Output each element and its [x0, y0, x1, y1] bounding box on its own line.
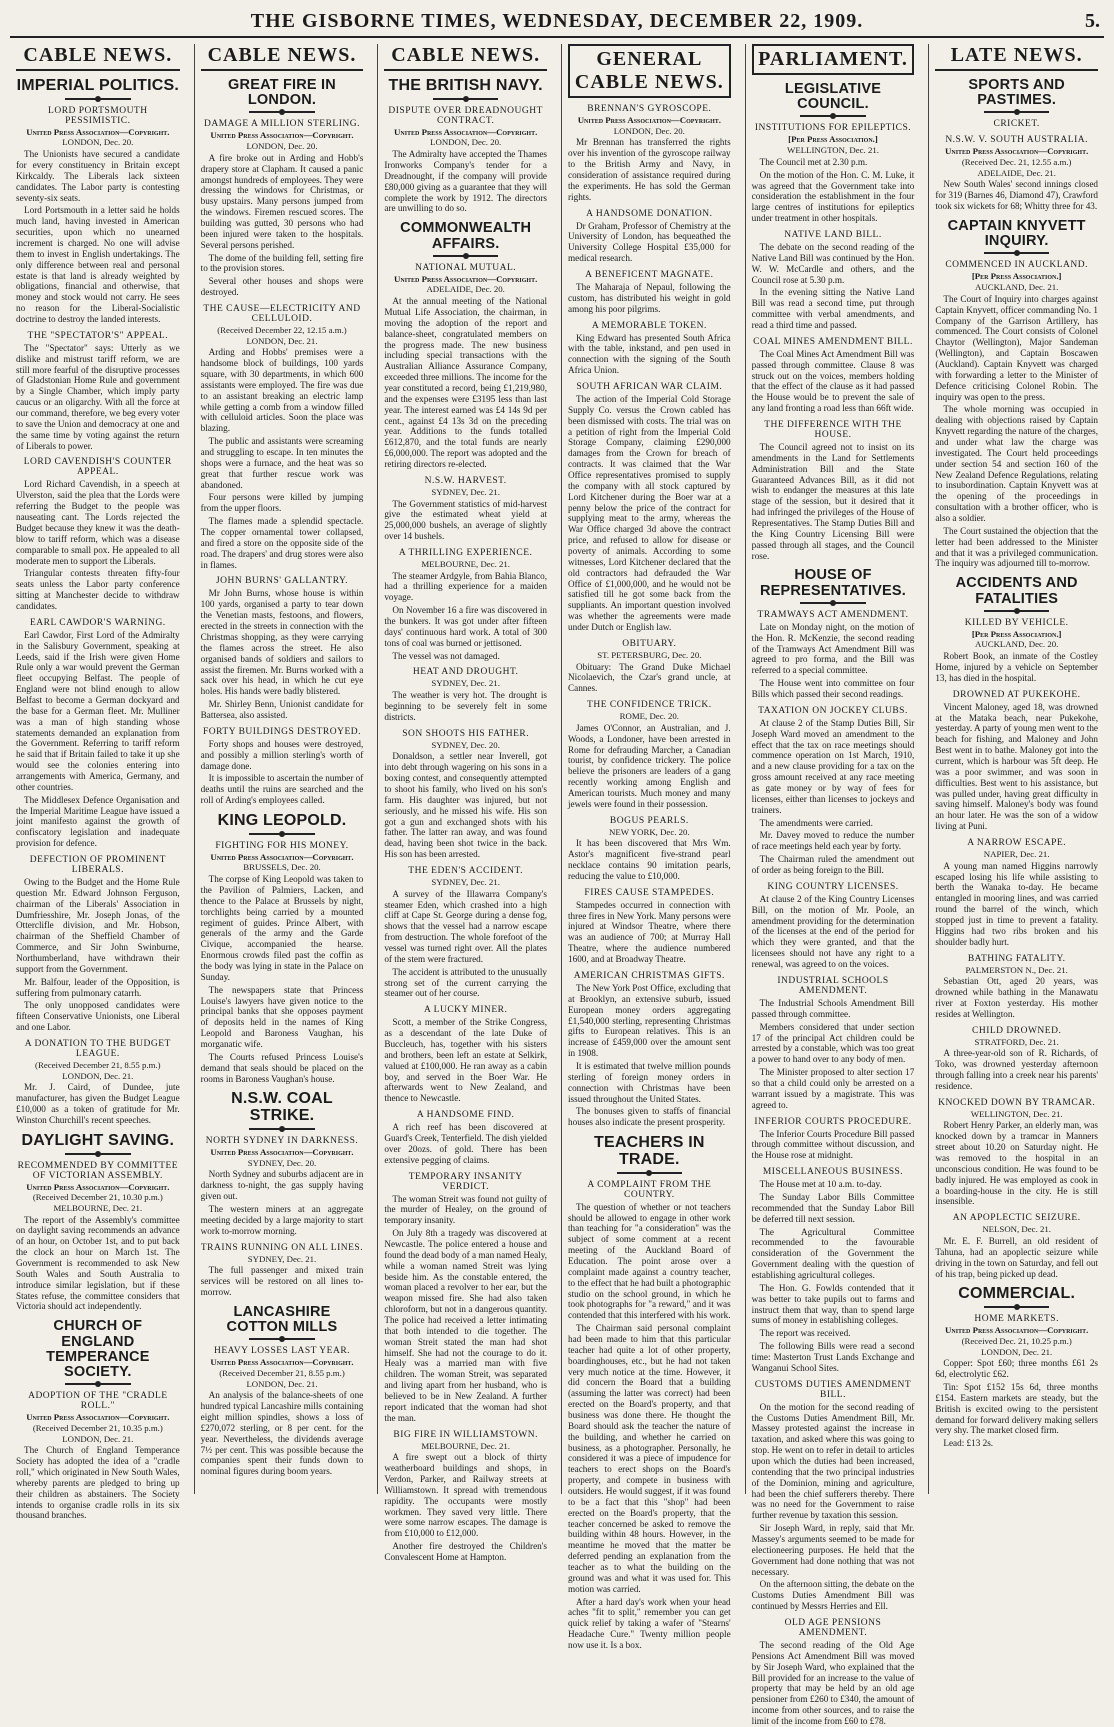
sub-headline: JOHN BURNS' GALLANTRY. [215, 576, 349, 587]
article-paragraph: An analysis of the balance-sheets of one hundred typical Lancashire mills containing eight million spindles, shows a loss of £270,072 sterling, or 8 per cent. for the year. Nevertheless, the dividends average 7½ per cent. This was possible because the companies spent their funds down to nominal figures during boom years. [200, 1390, 364, 1477]
sub-headline: KILLED BY VEHICLE. [964, 617, 1069, 628]
sub-headline: DEFECTION OF PROMINENT LIBERALS. [29, 854, 166, 875]
article-paragraph: The "Spectator" says: Utterly as we dislike and mistrust tariff reform, we are still more fearful of the disruptive processes of Gladstonian Home Rule and government by a Single Chamber, which imply party caucus or an oligarchy. With all the force at our command, therefore, we beg every voter to save the Union and democracy at one and the same time by voting against the return of Liberals to power. [16, 342, 180, 451]
article-paragraph: The action of the Imperial Cold Storage Supply Co. versus the Crown cabled has been dismissed with costs. The trial was on a petition of right from the Imperial Cold Storage Company, claiming £290,000 damages from the Crown for breach of contracts. It was claimed that the War Office representatives promised to supply the company with all stock captured by Lord Kitchener during the Boer war at a penny below the price of the contract for supplying meat to the army, whereas the War Office charged 3d above the contract price, and refused to allow for disease or poverty of animals. According to some witnesses, Lord Kitchener declared that the old contractors had defrauded the War Office of £1,000,000, and he would not be satisfied till he got some back from the suppliants. An important question involved was whether the agreements were made under Dutch or English law. [568, 393, 731, 632]
article-paragraph: On the motion of the Hon. C. M. Luke, it was agreed that the Government take into consideration the establishment in the four large centres of institutions for epileptics under treatment in other hospitals. [751, 169, 915, 224]
sub-headline: CUSTOMS DUTIES AMENDMENT BILL. [754, 1379, 912, 1400]
sub-headline: ADOPTION OF THE "CRADLE ROLL." [28, 1391, 168, 1412]
dateline: SYDNEY, Dec. 21. [431, 486, 500, 497]
sub-headline: NORTH SYDNEY IN DARKNESS. [205, 1136, 359, 1147]
article-paragraph: A fire swept out a block of thirty weatherboard buildings and shops, in Verdon, Parker, and Railway streets at Williamstown. It spread with tremendous rapidity. The occupants were mostly workmen. They saved very little. There were some narrow escapes. The damage is from £10,000 to £12,000. [384, 1452, 547, 1539]
article-paragraph: Triangular contests threaten fifty-four seats unless the Labor party conference sitting at Manchester decide to withdraw candidates. [16, 568, 180, 611]
section-headline: ACCIDENTS AND FATALITIES [955, 575, 1078, 607]
dateline: STRATFORD, Dec. 21. [974, 1036, 1059, 1047]
headline-rule [65, 1383, 130, 1385]
article-paragraph: Mr. E. F. Burrell, an old resident of Tahuna, had an apoplectic seizure while driving in the town on Saturday, and fell out of his trap, being picked up dead. [935, 1235, 1098, 1279]
headline-rule [65, 1153, 130, 1155]
sub-headline: HOME MARKETS. [974, 1314, 1059, 1325]
article-paragraph: Sir Joseph Ward, in reply, said that Mr. Massey's arguments seemed to be made for electioneering purposes. He held that the Government had done nothing that was not necessary. [751, 1523, 915, 1577]
article-paragraph: The Coal Mines Act Amendment Bill was passed through committee. Clause 8 was struck out on the voices, members holding that the effect of the clause as it had passed the House would be to prevent the sale of any land fronting a road less than 66ft wide. [751, 348, 915, 414]
sub-headline: N.S.W. V. SOUTH AUSTRALIA. [945, 135, 1088, 146]
article-paragraph: Members considered that under section 17 of the principal Act children could be arrested by a constable, which was too great a power to hand over to any body of men. [751, 1021, 915, 1065]
sub-headline: A THRILLING EXPERIENCE. [398, 547, 533, 558]
article-paragraph: The only unopposed candidates were fifteen Conservative Unionists, one Liberal and one Labor. [16, 1000, 180, 1033]
section-headline: LEGISLATIVE COUNCIL. [784, 81, 882, 113]
article-paragraph: The House met at 10 a.m. to-day. [759, 1179, 882, 1190]
dateline: NELSON, Dec. 21. [982, 1224, 1051, 1235]
sub-headline: KING COUNTRY LICENSES. [767, 881, 899, 892]
article-paragraph: The New York Post Office, excluding that at Brooklyn, an extensive suburb, issued European money orders aggregating £1,540,000 sterling, representing Christmas gifts to European relatives. This is an increase of £459,000 over the amount sent in 1908. [568, 982, 731, 1059]
section-headline: GREAT FIRE IN LONDON. [228, 77, 336, 109]
sub-headline: TEMPORARY INSANITY VERDICT. [408, 1171, 523, 1192]
article-paragraph: On November 16 a fire was discovered in the bunkers. It was got under after fifteen days' continuous hard work. A total of 300 tons of coal was burned or jettisoned. [384, 605, 547, 648]
masthead [10, 6, 1104, 38]
article-paragraph: The full passenger and mixed train services will be restored on all lines to-morrow. [200, 1265, 364, 1297]
page-number: 5. [1085, 10, 1100, 32]
dateline: ADELAIDE, Dec. 21. [977, 167, 1056, 178]
sub-headline: COMMENCED IN AUCKLAND. [945, 260, 1088, 271]
article-paragraph: Several other houses and shops were destroyed. [200, 276, 364, 298]
sub-headline: CHILD DROWNED. [972, 1025, 1062, 1036]
article-paragraph: King Edward has presented South Africa with the table, inkstand, and pen used in connection with the signing of the South Africa Union. [568, 332, 731, 376]
dateline: United Press Association—Copyright. [26, 1412, 170, 1423]
sub-headline: FORTY BUILDINGS DESTROYED. [202, 726, 361, 737]
dateline: LONDON, Dec. 20. [62, 137, 134, 148]
section-headline: CHURCH OF ENGLAND TEMPERANCE SOCIETY. [46, 1318, 150, 1380]
dateline: (Received Dec. 21, 12.55 a.m.) [961, 157, 1072, 168]
column-header: PARLIAMENT. [752, 44, 915, 75]
sub-headline: KNOCKED DOWN BY TRAMCAR. [938, 1097, 1096, 1108]
sub-headline: HEAVY LOSSES LAST YEAR. [213, 1346, 351, 1357]
article-paragraph: The Minister proposed to alter section 17 so that a child could only be arrested on a warrant issued by a magistrate. This was agreed to. [751, 1067, 915, 1110]
column-header: CABLE NEWS. [201, 44, 364, 71]
dateline: United Press Association—Copyright. [210, 1357, 354, 1368]
article-paragraph: Lead: £13 2s. [943, 1438, 994, 1449]
article-paragraph: Another fire destroyed the Children's Convalescent Home at Hampton. [384, 1541, 547, 1563]
article-paragraph: Vincent Maloney, aged 18, was drowned at the Mataka beach, near Pukekohe, yesterday. A party of young men went to the beach for fishing, and Maloney and John Best went in to bathe. Maloney got into the current, which is harbour was 5ft deep. He was a poor swimmer, and was soon in difficulties. Best went to his assistance, but was pulled under, having great difficulty in saving himself. Maloney's body was found an hour later. He was the son of a widow living at Puni. [935, 701, 1098, 832]
article-paragraph: Mr. Balfour, leader of the Opposition, is suffering from pulmonary catarrh. [16, 976, 180, 998]
article-paragraph: Donaldson, a settler near Inverell, got into debt through wagering on his sons in a boxing contest, and consequently attempted to shoot his family, who lived on his son's farm. His daughter was injured, but not seriously, and he missed his wife. His son got a gun and exchanged shots with his father. The latter ran away, and was found dead, having been shot twice in the back. His son has been arrested. [384, 751, 547, 860]
sub-headline: BOGUS PEARLS. [609, 815, 689, 826]
dateline: LONDON, Dec. 21. [62, 1070, 134, 1081]
article-paragraph: The report of the Assembly's committee on daylight saving recommends an advance of an hour, on October 1st, and to put back the clock an hour on March 1st. The Government is recommended to ask New South Wales and South Australia to introduce similar legislation, but if these States refuse, the committee considers that Victoria should act independently. [16, 1214, 180, 1312]
dateline: United Press Association—Copyright. [394, 273, 538, 284]
sub-headline: MISCELLANEOUS BUSINESS. [762, 1167, 904, 1178]
sub-headline: A MEMORABLE TOKEN. [591, 320, 707, 331]
sub-headline: THE CAUSE—ELECTRICITY AND CELLULOID. [203, 303, 361, 324]
article-paragraph: At clause 2 of the King Country Licenses Bill, on the motion of Mr. Poole, an amendment providing for the determination of the licenses at the end of the period for which they were granted, and that the licensees should not have any right to a renewal, was agreed to on the voices. [751, 893, 915, 970]
article-paragraph: After a hard day's work when your head aches "fit to split," remember you can get quick relief by taking a wafer of "Stearns' Headache Cure." Twenty million people now use it. Is a box. [568, 1596, 731, 1651]
article-paragraph: The Chairman ruled the amendment out of order as being foreign to the Bill. [751, 854, 915, 876]
dateline: LONDON, Dec. 21. [246, 1378, 318, 1389]
dateline: (Received December 21, 8.55 p.m.) [219, 1367, 345, 1378]
sub-headline: BIG FIRE IN WILLIAMSTOWN. [393, 1429, 538, 1440]
article-paragraph: A three-year-old son of R. Richards, of Toko, was drowned yesterday afternoon through falling into a creek near his parents' residence. [935, 1048, 1098, 1091]
dateline: LONDON, Dec. 20. [430, 137, 502, 148]
article-paragraph: Earl Cawdor, First Lord of the Admiralty in the Salisbury Government, speaking at Leeds, said if the Irish were given Home Rule only a war would prevent the German fleet occupying Belfast. The people of England were not blind enough to allow Belfast to become a German dockyard and the base for a German fleet. Mr. Mulliner was a man of high standing whose statements demanded an explanation from the Government. Referring to tariff reform he said that if Britain failed to take it up she would see the colonies entering into arrangements with America, Germany, and other countries. [16, 629, 180, 792]
article-paragraph: The Industrial Schools Amendment Bill passed through committee. [751, 997, 915, 1019]
article-paragraph: James O'Connor, an Australian, and J. Woods, a Londoner, have been arrested in Rome for defrauding Marcher, a Canadian tourist, by confidence trickery. The police believe the prisoners are leaders of a gang recently working among English and American tourists. Much money and many jewels were found in their possession. [568, 722, 731, 809]
column-header: GENERAL CABLE NEWS. [568, 44, 731, 98]
article-paragraph: Mr. Shirley Benn, Unionist candidate for Battersea, also assisted. [200, 699, 364, 720]
headline-rule [800, 602, 865, 604]
headline-rule [249, 1338, 314, 1340]
sub-headline: DAMAGE A MILLION STERLING. [203, 119, 360, 130]
sub-headline: SON SHOOTS HIS FATHER. [402, 728, 530, 739]
headline-rule [617, 1172, 682, 1174]
headline-rule [984, 252, 1049, 254]
sub-headline: TAXATION ON JOCKEY CLUBS. [758, 705, 908, 716]
article-paragraph: Mr. Davey moved to reduce the number of race meetings held each year by forty. [751, 830, 915, 852]
dateline: SYDNEY, Dec. 21. [431, 877, 500, 887]
article-paragraph: The vessel was not damaged. [392, 650, 500, 661]
article-paragraph: The bonuses given to staffs of financial houses also indicate the present prosperity. [568, 1106, 731, 1128]
article-paragraph: The Court sustained the objection that the letter had been addressed to the Minister and that it was a privileged communication. The inquiry was adjourned till to-morrow. [935, 525, 1098, 569]
article-paragraph: Stampedes occurred in connection with three fires in New York. Many persons were injured at Windsor Theatre, where there was an audience of 700; at Murray Hall Theatre, where the audience numbered 1600, and at Broadway Theatre. [568, 899, 731, 965]
news-column [745, 44, 921, 1727]
article-paragraph: It is impossible to ascertain the number of deaths until the ruins are searched and the roll of Arding's employees called. [200, 773, 364, 806]
dateline: SYDNEY, Dec. 21. [247, 1253, 317, 1264]
article-paragraph: The Government statistics of mid-harvest give the estimated wheat yield at 25,000,000 bushels, an average of slightly over 14 bushels. [384, 498, 547, 542]
sub-headline: A DONATION TO THE BUDGET LEAGUE. [24, 1039, 171, 1060]
article-paragraph: The corpse of King Leopold was taken to the Pavilion of Palmiers, Lacken, and thence to the Palace at Brussels by night, torchlights being carried by a mounted regiment of guides. Prince Albert, with generals of the army and the Garde Civique, accompanied the hearse. Enormous crowds filed past the coffin as the body was lying in state in the Palace on Sunday. [200, 874, 364, 982]
dateline: NEW YORK, Dec. 20. [609, 826, 690, 837]
article-paragraph: New South Wales' second innings closed for 319 (Barnes 46, Diamond 47), Crawford took six wickets for 68; Whitty three for 43. [935, 179, 1098, 212]
sub-headline: AN APOPLECTIC SEIZURE. [952, 1213, 1081, 1224]
article-paragraph: The debate on the second reading of the Native Land Bill was continued by the Hon. W. W. McCardle and others, and the Council rose at 5.30 p.m. [751, 241, 915, 285]
article-paragraph: The House went into committee on four Bills which passed their second readings. [751, 678, 915, 700]
article-paragraph: It is estimated that twelve million pounds sterling of foreign money orders in connection with Christmas have been issued throughout the United States. [568, 1060, 731, 1104]
article-paragraph: The steamer Ardgyle, from Bahia Blanco, had a thrilling experience for a maiden voyage. [384, 570, 547, 603]
sub-headline: INDUSTRIAL SCHOOLS AMENDMENT. [777, 975, 889, 996]
article-paragraph: The newspapers state that Princess Louise's lawyers have given notice to the principal banks that she opposes payment of deposits held in the names of King Leopold and Baroness Vaughan, his morganatic wife. [200, 984, 364, 1049]
sub-headline: EARL CAWDOR'S WARNING. [29, 617, 166, 628]
article-paragraph: On July 8th a tragedy was discovered at Newcastle. The police entered a house and found the dead body of a man named Healy, while a woman named Streit was lying beside him. As the constable entered, the woman placed a revolver to her ear, but the weapon missed fire. She had also taken chloroform, but not in a dangerous quantity. The police had received a letter intimating that both intended to die together. The woman Streit stated the man had shot himself. She had not the courage to do it. Healy was a married man with five children. The woman Streit, was separated and living apart from her husband, who is believed to be in New Zealand. A further report indicated that the woman had shot the man. [384, 1228, 547, 1423]
article-paragraph: The whole morning was occupied in dealing with objections raised by Captain Knyvett regarding the nature of the charges, and under what law the charge was investigated. The Court held proceedings under section 54 and section 160 of the New Zealand Defence Regulations, relating to insubordination. Captain Knyvett was at the opening of the proceedings in consultation with a brother officer, who is also a soldier. [935, 404, 1098, 523]
dateline: SYDNEY, Dec. 21. [431, 678, 500, 689]
article-paragraph: Mr. J. Caird, of Dundee, jute manufacturer, has given the Budget League £10,000 as a token of gratitude for Mr. Winston Churchill's recent speeches. [16, 1082, 180, 1125]
dateline: AUCKLAND, Dec. 21. [975, 282, 1059, 293]
sub-headline: BRENNAN'S GYROSCOPE. [587, 104, 712, 114]
dateline: United Press Association—Copyright. [210, 1147, 354, 1158]
sub-headline: THE "SPECTATOR'S" APPEAL. [27, 330, 169, 341]
sub-headline: A NARROW ESCAPE. [967, 837, 1067, 848]
dateline: LONDON, Dec. 21. [246, 335, 318, 346]
dateline: WELLINGTON, Dec. 21. [970, 1108, 1063, 1119]
headline-rule [800, 115, 865, 117]
section-headline: KING LEOPOLD. [217, 811, 347, 829]
section-headline: HOUSE OF REPRESENTATIVES. [759, 567, 907, 599]
column-header: CABLE NEWS. [16, 44, 180, 71]
article-paragraph: It has been discovered that Mrs Wm. Astor's magnificent five-strand pearl necklace contains 90 imitation pearls, reducing the value to £10,000. [568, 838, 731, 881]
headline-rule [249, 1128, 314, 1130]
sub-headline: BATHING FATALITY. [967, 953, 1066, 964]
sub-headline: INSTITUTIONS FOR EPILEPTICS. [754, 123, 912, 134]
article-paragraph: At the annual meeting of the National Mutual Life Association, the chairman, in moving the adoption of the report and balance-sheet, congratulated members on the progress made. The new business including special transactions with the Australian Alliance Assurance Company, exceeded three millions. The income for the year constituted a record, being £1,219,980, and the expenses were £3195 less than last year. The interest earned was £4 14s 9d per cent., against £4 13s 3d on the preceding year. Additions to the funds totalled £612,870, and the total funds are nearly £6,000,000. The report was adopted and the retiring directors re-elected. [384, 296, 547, 469]
article-paragraph: Four persons were killed by jumping from the upper floors. [200, 492, 364, 514]
headline-rule [984, 1306, 1049, 1308]
article-paragraph: The Hon. G. Fowlds contended that it was better to take pupils out to farms and instruct them that way, than to spend large sums of money in establishing colleges. [751, 1282, 915, 1326]
sub-headline: TRAINS RUNNING ON ALL LINES. [200, 1242, 364, 1253]
sub-headline: DISPUTE OVER DREADNOUGHT CONTRACT. [388, 105, 543, 126]
dateline: MELBOURNE, Dec. 21. [421, 1440, 511, 1451]
article-paragraph: The public and assistants were screaming and struggling to escape. In ten minutes the shops were a furnace, and the heat was so great that further rescue work was abandoned. [200, 436, 364, 490]
article-paragraph: The weather is very hot. The drought is beginning to be severely felt in some districts. [384, 690, 547, 722]
article-paragraph: The accident is attributed to the unusually strong set of the current carrying the steamer out of her course. [384, 966, 547, 999]
article-paragraph: The Council met at 2.30 p.m. [759, 156, 868, 167]
dateline: United Press Association—Copyright. [394, 126, 538, 137]
article-paragraph: Mr John Burns, whose house is within 100 yards, organised a party to tear down the Venetian masts, festoons, and flowers, erected in the streets in connection with the Christmas shopping, as they were carrying the flames across the street. He also organised bands of soldiers and sailors to assist the firemen. Mr. Burns worked with a sack over his head, in which he cut eye holes. His hands were badly blistered. [200, 588, 364, 697]
article-paragraph: The second reading of the Old Age Pensions Act Amendment Bill was moved by Sir Joseph Ward, who explained that the Bill provided for an increase to the value of property that may be held by an old age pensioner from £260 to £340, the amount of income from other sources, and to raise the limit of the income from £60 to £78. [751, 1640, 915, 1727]
article-paragraph: The Maharaja of Nepaul, following the custom, has distributed his weight in gold among his poor pilgrims. [568, 281, 731, 314]
article-paragraph: The Church of England Temperance Society has adopted the idea of a "cradle roll," which originated in New South Wales, whereby parents are pledged to bring up their children as abstainers. The Society intends to organise cradle rolls in its six thousand branches. [16, 1445, 180, 1521]
news-column [194, 44, 370, 1494]
sub-headline: FIRES CAUSE STAMPEDES. [584, 887, 715, 898]
dateline: ST. PETERSBURG, Dec. 20. [597, 649, 702, 660]
sub-headline: THE EDEN'S ACCIDENT. [408, 866, 524, 876]
dateline: LONDON, Dec. 20. [246, 141, 318, 152]
news-column [10, 44, 186, 1521]
sub-headline: THE DIFFERENCE WITH THE HOUSE. [764, 419, 902, 440]
article-paragraph: The flames made a splendid spectacle. The copper ornamental tower collapsed, and fired a store on the opposite side of the road. The drapers' and drug stores were also in flames. [200, 516, 364, 570]
dateline: United Press Association—Copyright. [577, 115, 721, 125]
article-paragraph: The Courts refused Princess Louise's demand that seals should be placed on the rooms in Baroness Vaughan's house. [200, 1051, 364, 1084]
article-paragraph: Owing to the Budget and the Home Rule question Mr. Edward Johnson Ferguson, chairman of the Liberals' Association in Dumfriesshire, Mr. Joseph Jonas, of the Otterclifle division, and Mr. Hobson, chairman of the Sheffield Chamber of Commerce, and Sir John Swinburne, Northumberland, have withdrawn their support from the Government. [16, 876, 180, 974]
sub-headline: THE CONFIDENCE TRICK. [587, 700, 712, 711]
sub-headline: COAL MINES AMENDMENT BILL. [753, 336, 913, 347]
article-paragraph: Dr Graham, Professor of Chemistry at the University of London, has bequeathed the University College Hospital £35,000 for medical research. [568, 220, 731, 264]
dateline: United Press Association—Copyright. [26, 126, 170, 137]
article-paragraph: The Unionists have secured a candidate for every constituency in Britain except Kirkcaldy. The Liberals lack sixteen candidates. The Labor party is contesting seventy-six seats. [16, 149, 180, 203]
section-headline: COMMONWEALTH AFFAIRS. [400, 220, 532, 252]
headline-rule [433, 98, 498, 100]
dateline: SYDNEY, Dec. 20. [247, 1157, 317, 1168]
news-column [377, 44, 553, 1563]
sub-headline: NATIONAL MUTUAL. [415, 262, 517, 273]
section-headline: N.S.W. COAL STRIKE. [231, 1090, 333, 1125]
column-header: LATE NEWS. [935, 44, 1098, 71]
sub-headline: LORD PORTSMOUTH PESSIMISTIC. [48, 105, 148, 126]
sub-headline: SOUTH AFRICAN WAR CLAIM. [576, 381, 723, 392]
article-paragraph: The dome of the building fell, setting fire to the provision stores. [200, 252, 364, 274]
article-paragraph: Tin: Spot £152 15s 6d, three months £154. Eastern markets are steady, but the British is excited owing to the persistent demand for forward delivery making sellers very shy. The market closed firm. [935, 1381, 1098, 1436]
article-paragraph: The Inferior Courts Procedure Bill passed through committee without discussion, and the House rose at midnight. [751, 1128, 915, 1161]
sub-headline: HEAT AND DROUGHT. [412, 667, 519, 678]
headline-rule [249, 833, 314, 835]
dateline: (Received December 22, 12.15 a.m.) [217, 324, 347, 335]
article-paragraph: A rich reef has been discovered at Guard's Creek, Tenterfield. The dish yielded over 20ozs. of gold. There has been extensive pegging of claims. [384, 1122, 548, 1165]
dateline: NAPIER, Dec. 21. [983, 848, 1050, 859]
sub-headline: A HANDSOME FIND. [416, 1110, 515, 1121]
article-paragraph: The woman Streit was found not guilty of the murder of Healey, on the ground of temporary insanity. [384, 1193, 547, 1226]
article-paragraph: Arding and Hobbs' premises were a handsome block of buildings, 100 yards square, with 30 departments, in which 600 assistants were employed. The fire was due to an assistant breaking an electric lamp while getting a comb from a window filled with celluloid articles. Soon the place was blazing. [200, 347, 364, 434]
article-paragraph: The Sunday Labor Bills Committee recommended that the Sunday Labor Bill be deferred till next session. [751, 1191, 915, 1224]
news-column [561, 44, 737, 1651]
article-paragraph: Robert Henry Parker, an elderly man, was knocked down by a tramcar in Manners street about 10.20 on Saturday night. He was removed to the hospital in an unconscious condition. He was found to be badly injured. He was employed as cook in a boarding-house in the city. He is still insensible. [935, 1120, 1098, 1207]
sub-headline: A BENEFICENT MAGNATE. [585, 269, 714, 280]
article-paragraph: The report was received. [759, 1328, 851, 1339]
article-paragraph: Obituary: The Grand Duke Michael Nicolaevich, the Czar's grand uncle, at Cannes. [568, 661, 731, 694]
dateline: (Received December 21, 10.35 p.m.) [32, 1422, 163, 1433]
section-headline: COMMERCIAL. [958, 1285, 1076, 1303]
article-paragraph: The question of whether or not teachers should be allowed to engage in other work than teaching for "a consideration" was the subject of some comment at a recent meeting of the Auckland Board of Education. The point arose over a complaint made against a country teacher, to the effect that he had built a photographic studio on the school ground, in which he took photographs for "a reward," and it was contended that this interfered with his work. [568, 1201, 731, 1321]
dateline: PALMERSTON N., Dec. 21. [965, 964, 1068, 975]
sub-headline: TRAMWAYS ACT AMENDMENT. [757, 609, 909, 620]
headline-rule [65, 98, 130, 100]
article-paragraph: Robert Book, an inmate of the Costley Home, injured by a vehicle on September 13, has died in the hospital. [935, 651, 1098, 683]
article-paragraph: A young man named Higgins narrowly escaped losing his life while assisting to berth the Wanaka to-day. He became entangled in mooring lines, and was carried round the barrel of the winch, which stopped just in time to prevent a fatality. Higgins had two ribs broken and his shoulder badly hurt. [935, 860, 1098, 947]
dateline: (Received Dec. 21, 10.25 p.m.) [961, 1335, 1072, 1346]
article-paragraph: At clause 2 of the Stamp Duties Bill, Sir Joseph Ward moved an amendment to the effect that the tax on race meetings should commence operation on 1st March, 1910, and a new clause providing for a tax on the gross amount received at any race meeting as gate money or by way of fees for licenses, either than licenses to jockeys and trainers. [751, 717, 915, 815]
article-paragraph: Forty shops and houses were destroyed, and possibly a million sterling's worth of damage done. [200, 738, 364, 771]
sub-headline: AMERICAN CHRISTMAS GIFTS. [573, 970, 725, 981]
article-paragraph: On the afternoon sitting, the debate on the Customs Duties Amendment Bill was continued by Messrs Herries and Ell. [751, 1579, 915, 1612]
dateline: BRUSSELS, Dec. 20. [243, 862, 321, 873]
headline-rule [433, 255, 498, 257]
dateline: United Press Association—Copyright. [945, 1325, 1089, 1336]
article-paragraph: North Sydney and suburbs adjacent are in darkness to-night, the gas supply having given out. [200, 1169, 364, 1202]
sub-headline: RECOMMENDED BY COMMITTEE OF VICTORIAN ASSEMBLY. [17, 1160, 179, 1181]
masthead-title: THE GISBORNE TIMES, WEDNESDAY, DECEMBER 22, 1909. [250, 10, 864, 32]
dateline: SYDNEY, Dec. 20. [431, 739, 500, 750]
headline-rule [249, 111, 314, 113]
section-headline: IMPERIAL POLITICS. [16, 77, 180, 94]
article-paragraph: The Council agreed not to insist on its amendments in the Land for Settlements Administration Bill and the State Guaranteed Advances Bill, as it did not wish to endanger the measures at this late stage of the session, but it desired that it had infringed the privileges of the House of Representatives. The Stamp Duties Bill and the King Country Licensing Bill were passed through all stages, and the Council rose. [751, 441, 915, 561]
article-paragraph: On the motion for the second reading of the Customs Duties Amendment Bill, Mr. Massey protested against the increase in taxation, and asked where this was going to stop. He went on to refer in detail to articles upon which the duties had been increased, contending that the two principal industries of the Dominion, mining and agriculture, had been the chief sufferers thereby. There was no need for the Government to raise further revenue by taxation this session. [751, 1401, 915, 1521]
section-headline: CAPTAIN KNYVETT INQUIRY. [947, 218, 1086, 250]
sub-headline: A HANDSOME DONATION. [586, 208, 713, 219]
article-paragraph: Mr Brennan has transferred the rights over his invention of the gyroscope railway to the British Army and Navy, in consideration of assistance required during the experiments. He has sold the German rights. [568, 137, 731, 202]
sub-headline: N.S.W. HARVEST. [424, 475, 507, 486]
dateline: United Press Association—Copyright. [26, 1181, 170, 1192]
article-paragraph: The Chairman said personal complaint had been made to him that this particular teacher had quite a lot of other property, boardinghouses, etc., but he had not taken very much notice at the time. However, it did concern the Board that a building (assuming the latter was correct) had been erected on the Board's property, and that business was done there. He thought the Board should ask the teacher the nature of the building, and whether he carried on business, as a photographer. Personally, he considered it was a piece of impudence for teachers to erect shops on the Board's property, and compete in business with outsiders. He would suggest, if it was found to be a fact that this "shop" had been erected on the Board's property, that the teacher concerned be asked to remove the building within 48 hours. However, in the meantime he moved that the matter be deferred pending an explanation from the teacher as to what the building on the ground was and what it was used for. This motion was carried. [568, 1323, 731, 1594]
dateline: [Per Press Association.] [971, 271, 1062, 282]
dateline: LONDON, Dec. 20. [613, 125, 685, 136]
column-grid [10, 44, 1104, 1727]
dateline: ADELAIDE, Dec. 20. [426, 284, 505, 295]
dateline: LONDON, Dec. 21. [981, 1346, 1053, 1357]
article-paragraph: The Middlesex Defence Organisation and the Imperial Maritime League have issued a joint manifesto against the growth of confiscatory legislation and inadequate provision for defence. [16, 794, 180, 849]
dateline: (Received December 21, 10.30 p.m.) [32, 1192, 163, 1203]
article-paragraph: The amendments were carried. [759, 817, 873, 828]
sub-headline: FIGHTING FOR HIS MONEY. [215, 840, 349, 851]
sub-headline: CRICKET. [993, 119, 1040, 130]
dateline: United Press Association—Copyright. [945, 146, 1089, 157]
section-headline: DAYLIGHT SAVING. [21, 1131, 175, 1149]
article-paragraph: In the evening sitting the Native Land Bill was read a second time, put through committee with verbal amendments, and read a third time and passed. [751, 287, 915, 330]
sub-headline: INFERIOR COURTS PROCEDURE. [754, 1116, 912, 1127]
column-header: CABLE NEWS. [384, 44, 547, 71]
article-paragraph: Copper: Spot £60; three months £61 2s 6d, electrolytic £62. [935, 1358, 1098, 1380]
dateline: United Press Association—Copyright. [210, 851, 354, 862]
dateline: LONDON, Dec. 21. [62, 1433, 134, 1444]
dateline: WELLINGTON, Dec. 21. [787, 145, 879, 156]
dateline: ROME, Dec. 20. [619, 711, 680, 722]
section-headline: LANCASHIRE COTTON MILLS [226, 1303, 338, 1335]
sub-headline: OBITUARY. [622, 638, 677, 649]
section-headline: TEACHERS IN TRADE. [594, 1134, 705, 1168]
article-paragraph: A survey of the Illawarra Company's steamer Eden, which crashed into a high cliff at Cape St. George during a dense fog, shows that the vessel had a narrow escape from destruction. The whole forefoot of the vessel was turned right over. All the plates of the stem were fractured. [384, 888, 547, 964]
dateline: (Received December 21, 8.55 p.m.) [35, 1060, 161, 1071]
dateline: [Per Press Association.] [788, 134, 878, 145]
sub-headline: DROWNED AT PUKEKOHE. [952, 689, 1081, 700]
sub-headline: OLD AGE PENSIONS AMENDMENT. [784, 1618, 882, 1639]
article-paragraph: The Agricultural Committee recommended to the favourable consideration of the Government the Government dealing with the question of establishing agricultural colleges. [751, 1226, 915, 1280]
news-column [928, 44, 1104, 1494]
section-headline: THE BRITISH NAVY. [388, 77, 543, 94]
dateline: [Per Press Association.] [971, 628, 1062, 639]
article-paragraph: Late on Monday night, on the motion of the Hon. R. McKenzie, the second reading of the Tramways Act Amendment Bill was agreed to pro forma, and the Bill was referred to a special committee. [751, 621, 915, 676]
article-paragraph: A fire broke out in Arding and Hobb's drapery store at Clapham. It caused a panic amongst hundreds of employees. They were dressing the windows for Christmas, or busy upstairs. Many persons jumped from the windows. Firemen rescued scores. The building was gutted, 30 persons who had been injured were taken to the hospitals. Several persons perished. [200, 152, 364, 250]
article-paragraph: The following Bills were read a second time: Masterton Trust Lands Exchange and Wanganui School Sites. [751, 1341, 915, 1373]
article-paragraph: Lord Portsmouth in a letter said he holds much land, having invested in American securities, upon which no unearned increment is charged. No one will advise them to invest in English undertakings. The only difference between real and personal estate is that land is already weighted by obligations, financial and otherwise, that money and stock would not carry. He sees no reason for the Liberal-Socialistic doctrine to destroy the landed interests. [16, 205, 180, 325]
sub-headline: LORD CAVENDISH'S COUNTER APPEAL. [23, 457, 172, 478]
dateline: AUCKLAND, Dec. 20. [975, 639, 1059, 650]
section-headline: SPORTS AND PASTIMES. [968, 77, 1065, 109]
article-paragraph: The Court of Inquiry into charges against Captain Knyvett, officer commanding No. 1 Company of the Garrison Artillery, has commenced. The Court consists of Colonel Chaytor (Wellington), Major Sandeman (Wellington), and Captain Boscawen (Auckland). Captain Knyvett was charged with forwarding a letter to the Minister of Defence criticising Colonel Robin. The inquiry was open to the press. [935, 293, 1098, 402]
dateline: MELBOURNE, Dec. 21. [421, 558, 511, 569]
headline-rule [984, 610, 1049, 612]
dateline: MELBOURNE, Dec. 21. [53, 1202, 143, 1213]
article-paragraph: Lord Richard Cavendish, in a speech at Ulverston, said the plea that the Lords were referring the Budget to the people was nauseating cant. The Lords rejected the Budget because they knew it was the death-blow to tariff reform, which was a disease comparable to small pox. He appealed to all moderate men to support the Liberals. [16, 479, 180, 566]
headline-rule [984, 111, 1049, 113]
sub-headline: A LUCKY MINER. [423, 1005, 508, 1016]
article-paragraph: Scott, a member of the Strike Congress, as a descendant of the late Duke of Buccleuch, has, together with his sisters and brothers, been left an estate at Selkirk, valued at £100,000. He ran away as a cabin boy, and served in the Boer War. He afterwards went to New Zealand, and thence to Newcastle. [384, 1017, 547, 1104]
sub-headline: NATIVE LAND BILL. [784, 229, 882, 240]
article-paragraph: Sebastian Ott, aged 20 years, was drowned while bathing in the Manawatu river at Foxton yesterday. His mother resides at Wellington. [935, 976, 1098, 1019]
dateline: United Press Association—Copyright. [210, 130, 354, 141]
sub-headline: A COMPLAINT FROM THE COUNTRY. [587, 1179, 712, 1200]
article-paragraph: The western miners at an aggregate meeting decided by a large majority to start work to-morrow morning. [200, 1203, 364, 1236]
article-paragraph: The Admiralty have accepted the Thames Ironworks Company's tender for a Dreadnought, if the company will provide £80,000 giving as a guarantee that they will complete the work by 1912. The directors are unwilling to do so. [384, 149, 547, 214]
